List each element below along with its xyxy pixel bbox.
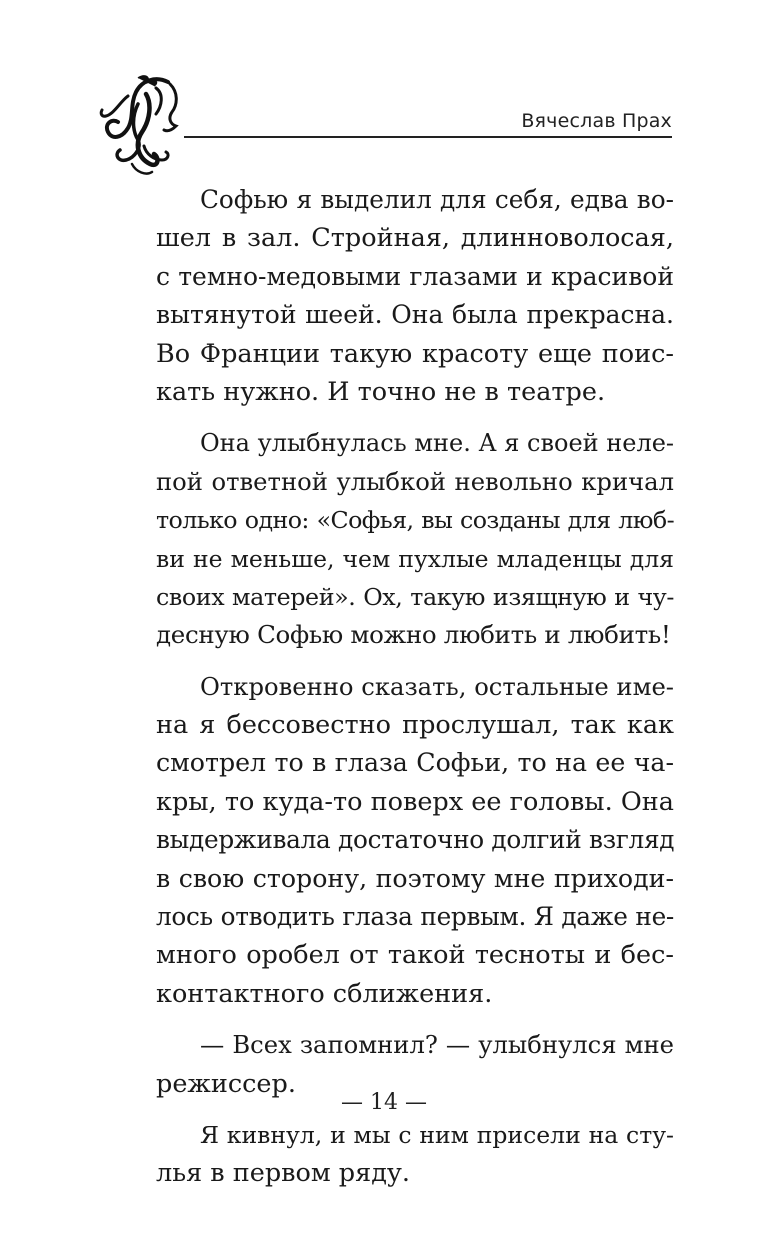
paragraph: [156, 181, 674, 411]
text-line: кать нужно. И точно не в театре.: [156, 376, 606, 407]
page-body: [156, 181, 674, 1193]
author-name: Вячеслав Прах: [521, 110, 672, 132]
text-line: на я бессовестно прослушал, так как: [156, 710, 674, 741]
text-line: кры, то куда-то поверх ее головы. Она: [156, 786, 674, 817]
text-line: шел в зал. Стройная, длинноволосая,: [156, 223, 674, 254]
text-line: Я кивнул, и мы с ним присели на сту-: [200, 1120, 674, 1149]
text-line: вытянутой шеей. Она была прекрасна.: [156, 300, 674, 330]
text-line: выдерживала достаточно долгий взгляд: [156, 825, 675, 855]
paragraph: [156, 424, 674, 654]
running-header: [0, 0, 768, 190]
text-line: Она улыбнулась мне. А я своей неле-: [200, 429, 675, 458]
text-line: своих матерей». Ох, такую изящную и чу-: [156, 582, 674, 611]
text-line: много оробел от такой тесноты и бес-: [156, 940, 674, 971]
text-line: ви не меньше, чем пухлые младенцы для: [156, 544, 674, 573]
paragraph: [156, 668, 674, 1014]
paragraph: [156, 1116, 674, 1193]
woman-silhouette-icon: [98, 74, 190, 178]
header-rule: [184, 136, 672, 138]
text-line: — Всех запомнил? — улыбнулся мне: [200, 1030, 674, 1060]
text-line: Софью я выделил для себя, едва во-: [200, 185, 674, 214]
text-line: с темно-медовыми глазами и красивой: [156, 261, 674, 291]
text-line: лось отводить глаза первым. Я даже не-: [156, 902, 674, 932]
text-line: пой ответной улыбкой невольно кричал: [156, 466, 674, 496]
text-line: смотрел то в глаза Софьи, то на ее ча-: [156, 748, 674, 778]
text-line: Во Франции такую красоту еще поис-: [156, 338, 674, 369]
page-number: — 14 —: [341, 1090, 427, 1115]
text-line: режиссер.: [156, 1068, 296, 1099]
text-line: лья в первом ряду.: [156, 1158, 411, 1189]
text-line: Откровенно сказать, остальные име-: [200, 671, 674, 701]
text-line: в свою сторону, поэтому мне приходи-: [156, 863, 674, 893]
text-line: контактного сближения.: [156, 978, 493, 1009]
text-line: только одно: «Софья, вы созданы для люб-: [156, 506, 674, 535]
text-line: десную Софью можно любить и любить!: [156, 620, 671, 650]
